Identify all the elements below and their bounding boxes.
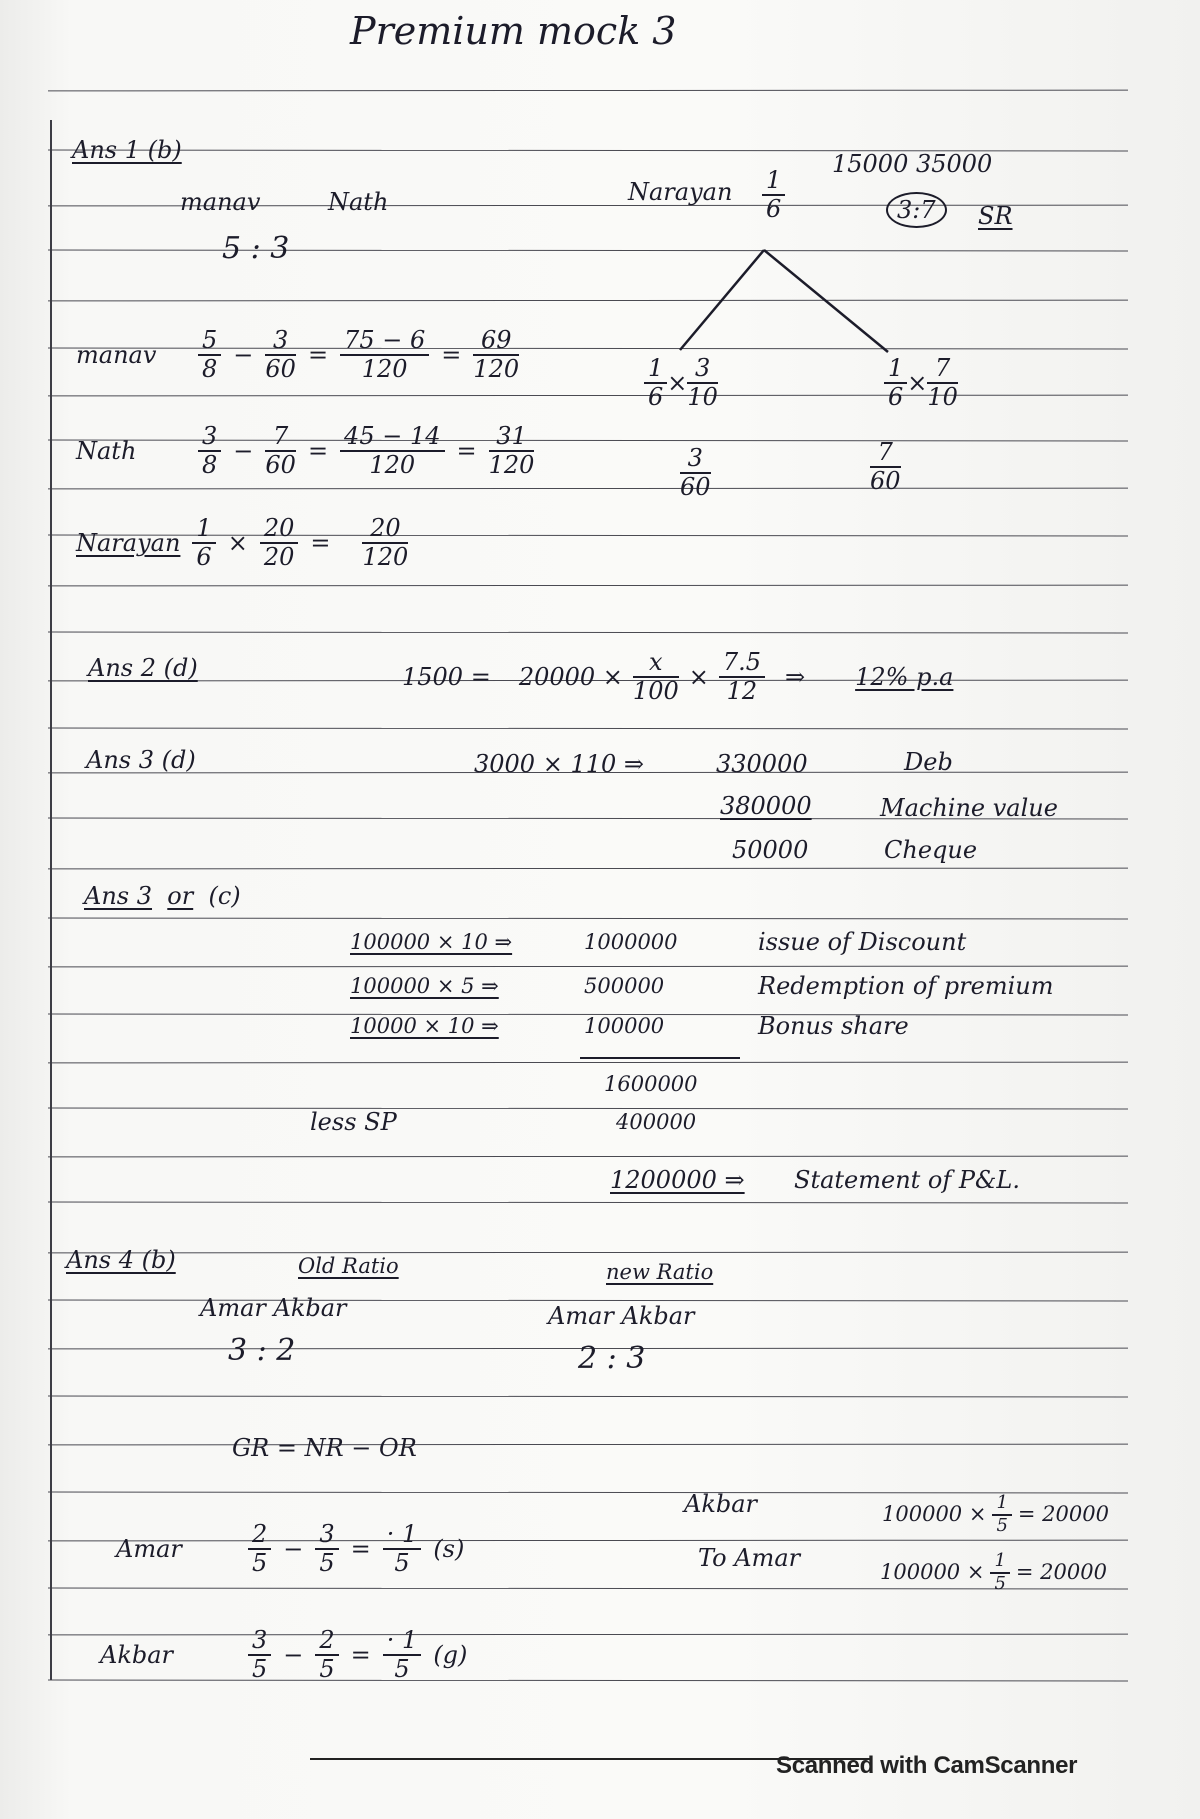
ans1-manav-row: manav $\frac{5}{8}$ − $\frac{3}{60}$ = $\frac{75 - 6}{120}$ = $\frac{69}{120}$ xyxy=(76,326,520,384)
ans1-capital-text: 15000 35000 xyxy=(832,150,993,178)
ans4-amar-row: Amar $\frac{2}{5}$ − $\frac{3}{5}$ = $\frac{\cdot 1}{5}$ (s) xyxy=(116,1520,465,1578)
ans4-akbar-label: Akbar xyxy=(684,1490,758,1518)
ans1-sr-ratio: 3:7 xyxy=(886,198,947,222)
ans3or-final-value: 1200000 ⇒ xyxy=(610,1166,745,1194)
ans4-old-ratio-label: Old Ratio xyxy=(298,1254,399,1278)
ans4-calc2: 100000 × $\frac{1}{5}$ = 20000 xyxy=(880,1550,1107,1594)
ans3-calc: 3000 × 110 ⇒ xyxy=(474,750,644,778)
ans1-narayan-label: Narayan xyxy=(628,178,733,206)
ans3-value: 50000 xyxy=(732,836,809,864)
ans1-sr-label: SR xyxy=(978,202,1013,230)
ans2-label: Ans 2 (d) xyxy=(88,654,198,682)
ans3or-desc: issue of Discount xyxy=(758,928,967,956)
camscanner-watermark: Scanned with CamScanner xyxy=(776,1752,1078,1779)
ans3or-final-desc: Statement of P&L. xyxy=(794,1166,1020,1194)
ans4-new-ratio: 2 : 3 xyxy=(578,1341,646,1376)
ans4-akbar-row: Akbar $\frac{3}{5}$ − $\frac{2}{5}$ = $\frac{\cdot 1}{5}$ (g) xyxy=(100,1626,468,1684)
ans1-nath-row: Nath $\frac{3}{8}$ − $\frac{7}{60}$ = $\frac{45 - 14}{120}$ = $\frac{31}{120}$ xyxy=(76,422,535,480)
ans3or-less-value: 400000 xyxy=(616,1110,697,1134)
ans3-value: 380000 xyxy=(720,792,812,820)
ans4-calc1: 100000 × $\frac{1}{5}$ = 20000 xyxy=(882,1492,1109,1536)
ans1-right-result: 7 60 xyxy=(870,438,901,496)
ans3-desc: Deb xyxy=(904,748,953,776)
ans3or-desc: Bonus share xyxy=(758,1012,909,1040)
ans1-head-manav: manav xyxy=(180,188,261,216)
ans4-new-ratio-label: new Ratio xyxy=(606,1260,714,1284)
ans2-equation: 1500 = 20000 × $\frac{x}{100}$ × $\frac{7.5}{12}$ ⇒ 12% p.a xyxy=(402,648,954,706)
ans3or-value: 500000 xyxy=(584,974,665,998)
ans3or-value: 1000000 xyxy=(584,930,678,954)
ans4-to-amar: To Amar xyxy=(698,1544,801,1572)
ans4-old-ratio: 3 : 2 xyxy=(228,1333,296,1368)
ans3or-calc: 100000 × 10 ⇒ xyxy=(350,930,513,954)
ans1-left-result: 3 60 xyxy=(680,444,711,502)
ans1-split-left: $\frac{1}{6}$ × $\frac{3}{10}$ xyxy=(644,356,718,410)
ans4-names-new: Amar Akbar xyxy=(548,1302,695,1330)
ans3-desc: Machine value xyxy=(880,794,1058,822)
ans1-old-ratio: 5 : 3 xyxy=(222,231,290,266)
ans3or-label: Ans 3 or (c) xyxy=(84,882,241,910)
sum-line xyxy=(580,1057,740,1059)
ans3or-desc: Redemption of premium xyxy=(758,972,1054,1000)
ans1-split-right: $\frac{1}{6}$ × $\frac{7}{10}$ xyxy=(884,356,958,410)
ans1-head-nath: Nath xyxy=(328,188,389,216)
ans3-desc: Cheque xyxy=(884,836,978,864)
ans3-value: 330000 xyxy=(716,750,808,778)
ans3or-less-label: less SP xyxy=(310,1108,397,1136)
ans3or-calc: 100000 × 5 ⇒ xyxy=(350,974,499,998)
ans3or-value: 100000 xyxy=(584,1014,665,1038)
ans4-names-old: Amar Akbar xyxy=(200,1294,347,1322)
ans3or-calc: 10000 × 10 ⇒ xyxy=(350,1014,499,1038)
ans3-label: Ans 3 (d) xyxy=(86,746,196,774)
ans1-narayan-row: Narayan $\frac{1}{6}$ × $\frac{20}{20}$ = $\frac{20}{120}$ xyxy=(76,514,409,572)
ans1-narayan-share: 1 6 xyxy=(762,168,785,222)
page-title: Premium mock 3 xyxy=(350,9,677,53)
ans1-label: Ans 1 (b) xyxy=(72,136,182,164)
ans4-formula: GR = NR − OR xyxy=(232,1434,417,1462)
ans4-label: Ans 4 (b) xyxy=(66,1246,176,1274)
ans3or-total: 1600000 xyxy=(604,1072,698,1096)
